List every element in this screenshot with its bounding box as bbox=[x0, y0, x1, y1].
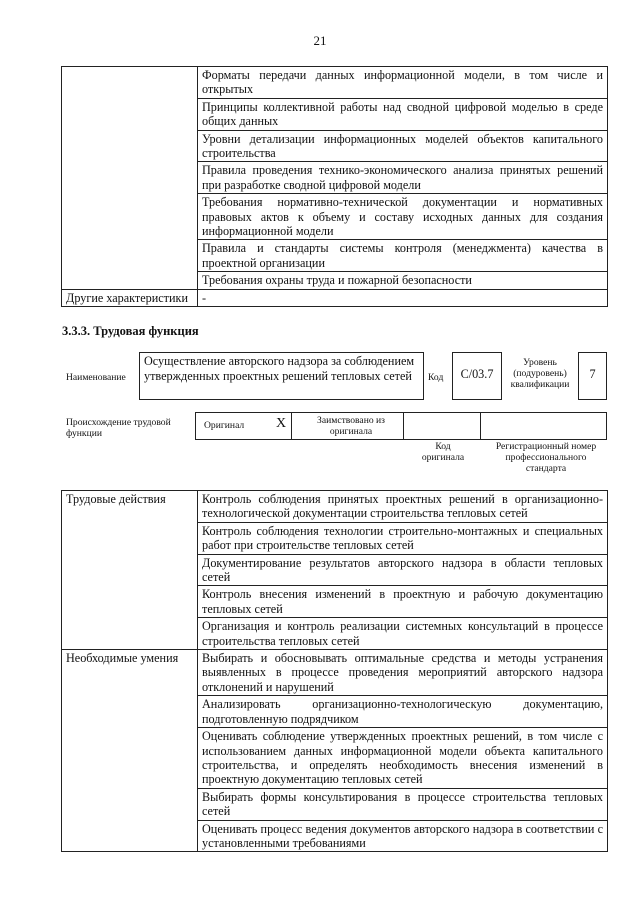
other-characteristics-label: Другие характеристики bbox=[62, 289, 198, 306]
knowledge-item: Форматы передачи данных информационной модели, в том числе и открытых bbox=[198, 67, 608, 99]
knowledge-table bbox=[61, 66, 608, 307]
table-row bbox=[62, 289, 608, 306]
origin-divider bbox=[480, 412, 481, 440]
knowledge-item: Правила и стандарты системы контроля (менеджмента) качества в проектной организации bbox=[198, 240, 608, 272]
page-number: 21 bbox=[313, 33, 327, 48]
origin-divider bbox=[291, 412, 292, 440]
code-caption: Код оригинала bbox=[421, 441, 465, 463]
section-title: 3.3.3. Трудовая функция bbox=[62, 324, 199, 338]
code-label: Код bbox=[428, 372, 444, 383]
section-label: Необходимые умения bbox=[62, 650, 198, 852]
section-item: Организация и контроль реализации системных консультаций в процессе строительства тепловых сетей bbox=[198, 618, 608, 650]
origin-label: Происхождение трудовой функции bbox=[66, 417, 171, 439]
section-item: Документирование результатов авторского надзора в области тепловых сетей bbox=[198, 554, 608, 586]
knowledge-item: Уровни детализации информационных моделей объектов капитального строительства bbox=[198, 130, 608, 162]
origin-row bbox=[195, 412, 607, 440]
other-characteristics-value: - bbox=[198, 289, 608, 306]
section-item: Выбирать формы консультирования в процессе строительства тепловых сетей bbox=[198, 788, 608, 820]
table-row bbox=[62, 67, 608, 99]
knowledge-item: Требования нормативно-технической документации и нормативных правовых актов к объему и составу исходных данных для создания информационной модели bbox=[198, 194, 608, 240]
section-item: Контроль соблюдения принятых проектных решений в организационно-технологической документации строительства тепловых сетей bbox=[198, 491, 608, 523]
code-value: C/03.7 bbox=[452, 352, 502, 400]
section-item: Оценивать процесс ведения документов авторского надзора в соответствии с установленными требованиями bbox=[198, 820, 608, 852]
table-row bbox=[62, 491, 608, 523]
section-item: Контроль соблюдения технологии строительно-монтажных и специальных работ при строительстве тепловых сетей bbox=[198, 522, 608, 554]
row-label-empty bbox=[62, 67, 198, 290]
table-row bbox=[62, 650, 608, 696]
knowledge-item: Требования охраны труда и пожарной безопасности bbox=[198, 272, 608, 289]
name-label: Наименование bbox=[66, 372, 126, 383]
section-item: Контроль внесения изменений в проектную и рабочую документацию тепловых сетей bbox=[198, 586, 608, 618]
borrowed-label: Заимствовано из оригинала bbox=[317, 415, 385, 437]
section-label: Трудовые действия bbox=[62, 491, 198, 650]
section-item: Оценивать соблюдение утвержденных проектных решений, в том числе с использованием данных информационной модели объекта капитального строительства, и определять необходимость внесения изменений в проектную документацию тепловых сетей bbox=[198, 728, 608, 789]
original-mark: X bbox=[276, 416, 287, 431]
level-label: Уровень (подуровень) квалификации bbox=[510, 357, 570, 390]
reg-caption: Регистрационный номер профессионального стандарта bbox=[495, 441, 597, 474]
original-label: Оригинал bbox=[204, 420, 245, 431]
section-item: Выбирать и обосновывать оптимальные средства и методы устранения выявленных в процессе проведения мероприятий авторского надзора отклонений и нарушений bbox=[198, 650, 608, 696]
knowledge-item: Принципы коллективной работы над сводной цифровой моделью в среде общих данных bbox=[198, 98, 608, 130]
function-table bbox=[61, 490, 608, 852]
section-item: Анализировать организационно-технологическую документацию, подготовленную подрядчиком bbox=[198, 696, 608, 728]
level-value: 7 bbox=[578, 352, 607, 400]
knowledge-item: Правила проведения технико-экономического анализа принятых решений при разработке сводной цифровой модели bbox=[198, 162, 608, 194]
origin-divider bbox=[403, 412, 404, 440]
function-name: Осуществление авторского надзора за соблюдением утвержденных проектных решений тепловых сетей bbox=[139, 352, 424, 400]
